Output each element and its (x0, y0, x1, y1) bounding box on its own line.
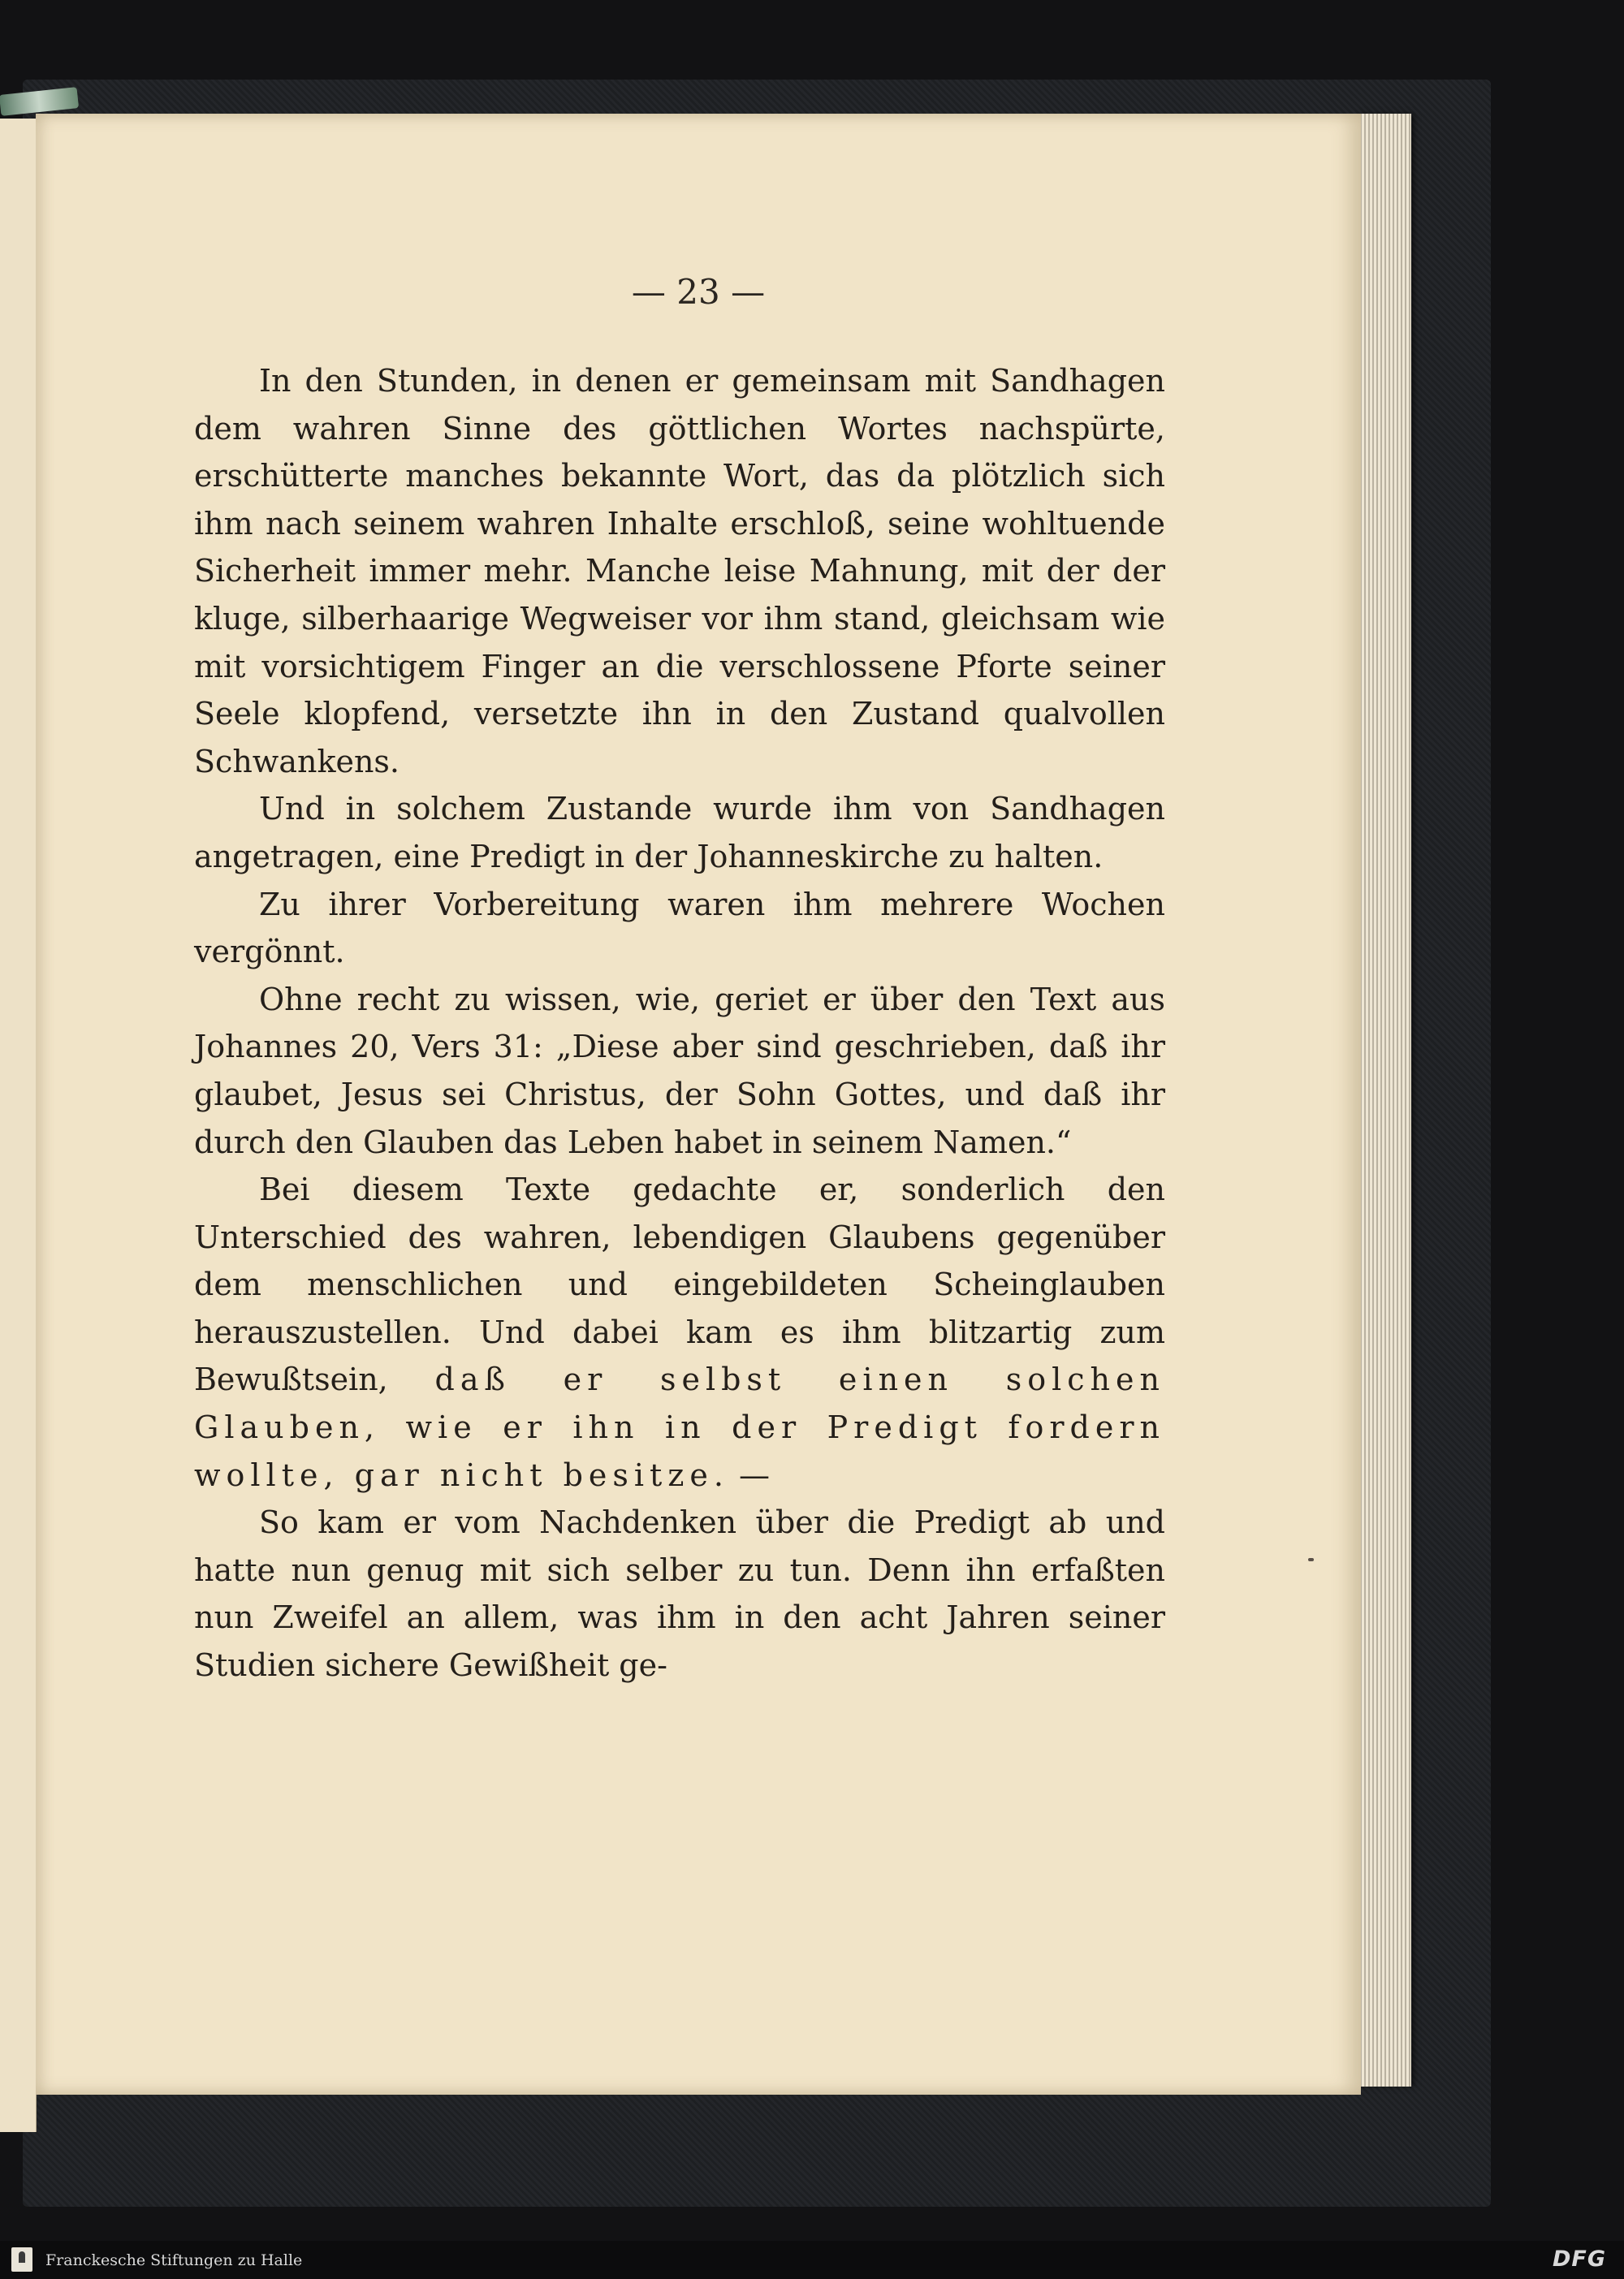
emphasized-spaced-text: daß er selbst einen solchen Glauben, wie er ihn in der Predigt fordern wollte, gar nicht besitze. (194, 1362, 1165, 1493)
body-text (194, 357, 1165, 1690)
paragraph-5-start: Bei diesem Texte gedachte er, sonderlich den Unterschied des wahren, lebendigen Glaubens gegenüber dem menschlichen und eingebildeten Scheinglauben herauszustellen. Und dabei kam es ihm blitzartig zum Bewußtsein, (194, 1172, 1165, 1398)
viewer-footer (0, 2241, 1624, 2279)
franckesche-stiftungen-logo-icon (11, 2247, 32, 2272)
institution-label: Franckesche Stiftungen zu Halle (45, 2251, 303, 2269)
paragraph-4: Ohne recht zu wissen, wie, geriet er über den Text aus Johannes 20, Vers 31: „Diese aber sind geschrieben, daß ihr glaubet, Jesus sei Christus, der Sohn Gottes, und daß ihr durch den Glauben das Leben habet in seinem Namen.“ (194, 981, 1165, 1160)
margin-mark (1308, 1558, 1314, 1561)
book-page (36, 114, 1361, 2095)
paragraph-1: In den Stunden, in denen er gemeinsam mit Sandhagen dem wahren Sinne des göttlichen Wortes nachspürte, erschütterte manches bekannte Wort, das da plötzlich sich ihm nach seinem wahren Inhalte erschloß, seine wohltuende Sicherheit immer mehr. Manche leise Mahnung, mit der der kluge, silberhaarige Wegweiser vor ihm stand, gleichsam wie mit vorsichtigem Finger an die verschlossene Pforte seiner Seele klopfend, versetzte ihn in den Zustand qualvollen Schwankens. (194, 363, 1165, 779)
paragraph-2: Und in solchem Zustande wurde ihm von Sandhagen angetragen, eine Predigt in der Johanneskirche zu halten. (194, 791, 1165, 874)
left-page-edge (0, 119, 37, 2132)
paragraph-5-end: — (728, 1457, 771, 1493)
page-stack-edges (1358, 114, 1411, 2087)
paragraph-5 (194, 1166, 1165, 1499)
dfg-logo: DFG (1552, 2247, 1606, 2272)
paragraph-6: So kam er vom Nachdenken über die Predigt ab und hatte nun genug mit sich selber zu tun. Denn ihn erfaßten nun Zweifel an allem, was ihm in den acht Jahren seiner Studien sichere Gewißheit ge- (194, 1504, 1165, 1684)
page-number: — 23 — (631, 272, 766, 312)
paragraph-3: Zu ihrer Vorbereitung waren ihm mehrere Wochen vergönnt. (194, 886, 1165, 970)
